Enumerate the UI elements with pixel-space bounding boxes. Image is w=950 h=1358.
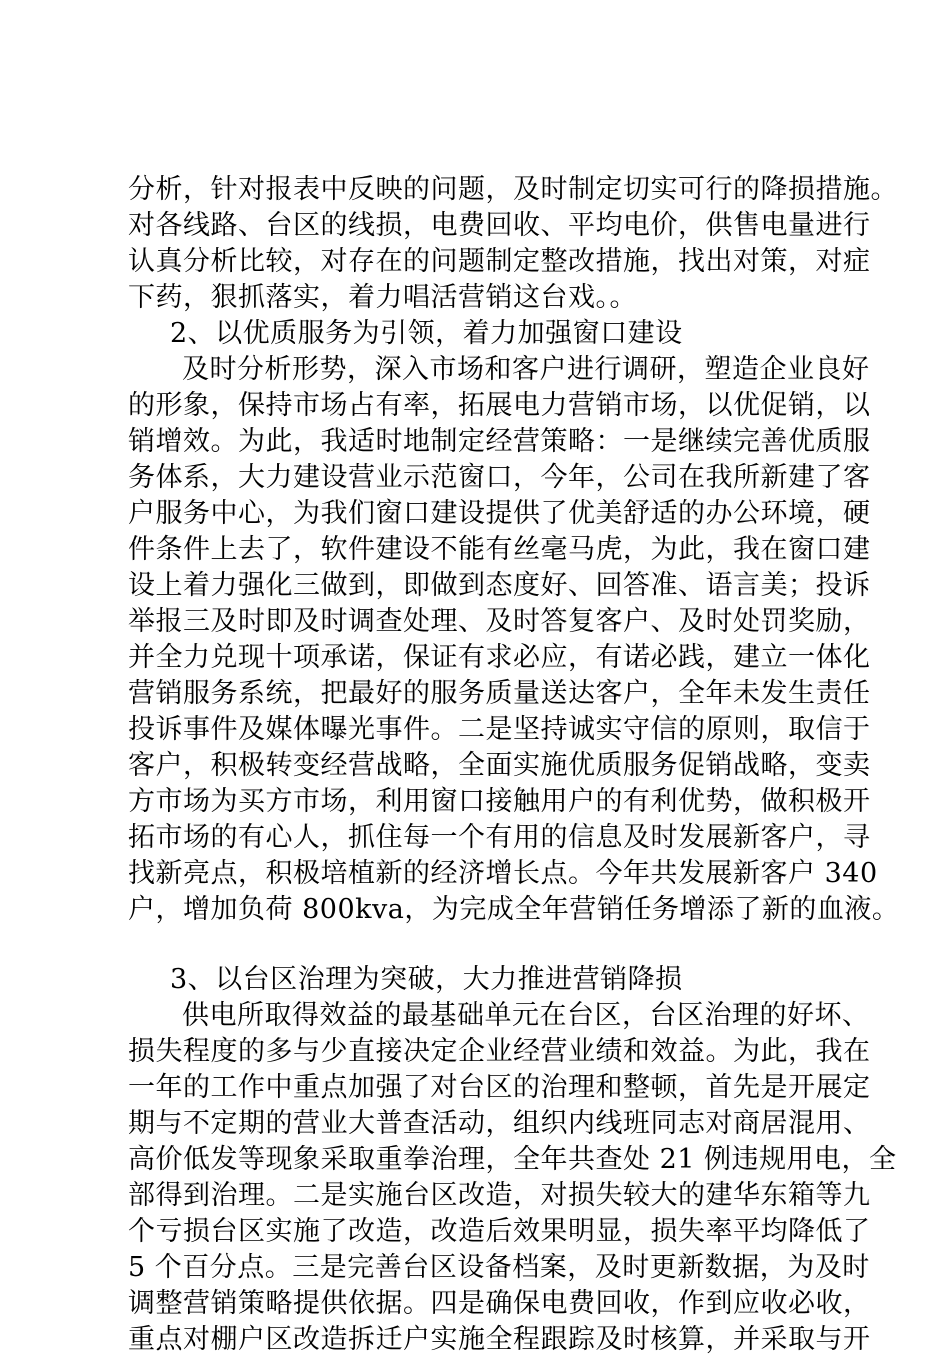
body-line: 找新亮点，积极培植新的经济增长点。今年共发展新客户 340 [128,858,878,889]
body-line: 一年的工作中重点加强了对台区的治理和整顿，首先是开展定 [128,1072,871,1103]
body-line: 拓市场的有心人，抓住每一个有用的信息及时发展新客户，寻 [128,822,871,853]
body-line: 及时分析形势，深入市场和客户进行调研，塑造企业良好 [182,354,870,385]
body-line: 重点对棚户区改造拆迁户实施全程跟踪及时核算，并采取与开 [128,1324,871,1355]
body-line: 部得到治理。二是实施台区改造，对损失较大的建华东箱等九 [128,1180,871,1211]
section-heading: 3、以台区治理为突破，大力推进营销降损 [170,964,683,995]
body-line: 损失程度的多与少直接决定企业经营业绩和效益。为此，我在 [128,1036,871,1067]
body-line: 5 个百分点。三是完善台区设备档案，及时更新数据，为及时 [128,1252,870,1283]
body-line: 户服务中心，为我们窗口建设提供了优美舒适的办公环境，硬 [128,498,871,529]
body-line: 务体系，大力建设营业示范窗口，今年，公司在我所新建了客 [128,462,871,493]
body-line: 认真分析比较，对存在的问题制定整改措施，找出对策，对症 [128,246,871,277]
body-line: 高价低发等现象采取重拳治理，全年共查处 21 例违规用电，全 [128,1144,897,1175]
body-line: 设上着力强化三做到，即做到态度好、回答准、语言美；投诉 [128,570,871,601]
body-line: 方市场为买方市场，利用窗口接触用户的有利优势，做积极开 [128,786,871,817]
body-line: 并全力兑现十项承诺，保证有求必应，有诺必践，建立一体化 [128,642,871,673]
body-line: 件条件上去了，软件建设不能有丝毫马虎，为此，我在窗口建 [128,534,871,565]
body-line: 销增效。为此，我适时地制定经营策略：一是继续完善优质服 [128,426,871,457]
body-line: 下药，狠抓落实，着力唱活营销这台戏。。 [128,282,637,313]
body-line: 调整营销策略提供依据。四是确保电费回收，作到应收必收， [128,1288,871,1319]
body-line: 的形象，保持市场占有率，拓展电力营销市场，以优促销，以 [128,390,871,421]
body-line: 营销服务系统，把最好的服务质量送达客户，全年未发生责任 [128,678,871,709]
body-line: 客户，积极转变经营战略，全面实施优质服务促销战略，变卖 [128,750,871,781]
body-line: 投诉事件及媒体曝光事件。二是坚持诚实守信的原则，取信于 [128,714,871,745]
body-line: 对各线路、台区的线损，电费回收、平均电价，供售电量进行 [128,210,871,241]
body-line: 供电所取得效益的最基础单元在台区，台区治理的好坏、 [182,1000,870,1031]
body-line: 举报三及时即及时调查处理、及时答复客户、及时处罚奖励， [128,606,871,637]
body-line: 期与不定期的营业大普查活动，组织内线班同志对商居混用、 [128,1108,871,1139]
body-line: 户，增加负荷 800kva，为完成全年营销任务增添了新的血液。 [128,894,900,925]
section-heading: 2、以优质服务为引领，着力加强窗口建设 [170,318,683,349]
body-line: 分析，针对报表中反映的问题，及时制定切实可行的降损措施。 [128,174,898,205]
body-line: 个亏损台区实施了改造，改造后效果明显，损失率平均降低了 [128,1216,871,1247]
